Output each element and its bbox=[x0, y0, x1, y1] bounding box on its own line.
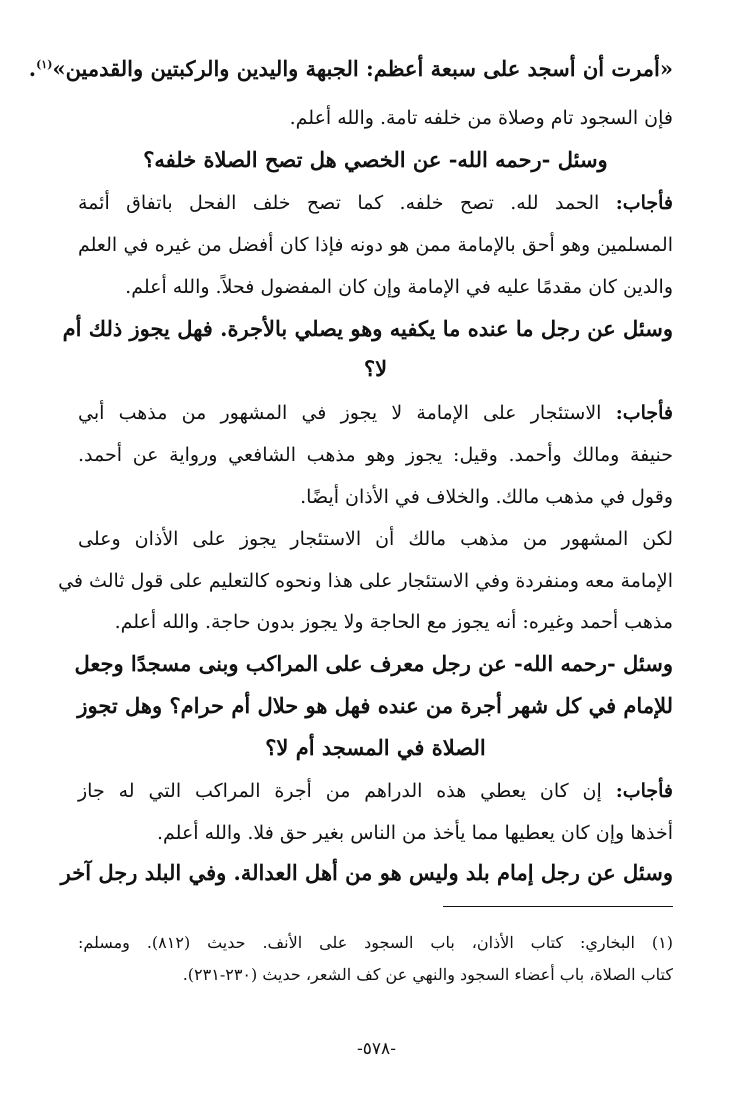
text-line: الإمامة معه ومنفردة وفي الاستئجار على هذا ونحوه كالتعليم على قول ثالث في bbox=[58, 570, 673, 592]
question-heading: الصلاة في المسجد أم لا؟ bbox=[265, 735, 486, 760]
answer-line: فأجاب: الحمد لله. تصح خلفه. كما تصح خلف الفحل باتفاق أئمة bbox=[78, 192, 673, 214]
text-line: فإن السجود تام وصلاة من خلفه تامة. والله أعلم. bbox=[289, 107, 673, 129]
hadith-line: «أمرت أن أسجد على سبعة أعظم: الجبهة واليدين والركبتين والقدمين»$^{(١)}$. bbox=[28, 56, 673, 81]
question-heading: وسئل -رحمه الله- عن رجل معرف على المراكب وبنى مسجدًا وجعل bbox=[74, 651, 673, 676]
footnote-separator bbox=[443, 906, 673, 907]
answer-lead: فأجاب: bbox=[615, 402, 673, 424]
text-line: لكن المشهور من مذهب مالك أن الاستئجار يجوز على الأذان وعلى bbox=[78, 528, 673, 550]
answer-line: فأجاب: الاستئجار على الإمامة لا يجوز في المشهور من مذهب أبي bbox=[78, 402, 673, 424]
page-number: -٥٧٨- bbox=[357, 1039, 396, 1059]
footnote-line: كتاب الصلاة، باب أعضاء السجود والنهي عن كف الشعر، حديث (٢٣٠-٢٣١). bbox=[182, 965, 673, 984]
text-line: مذهب أحمد وغيره: أنه يجوز مع الحاجة ولا يجوز بدون حاجة. والله أعلم. bbox=[114, 611, 673, 633]
text-line: وقول في مذهب مالك. والخلاف في الأذان أيضًا. bbox=[300, 486, 673, 508]
answer-lead: فأجاب: bbox=[615, 192, 673, 214]
text-line: والدين كان مقدمًا عليه في الإمامة وإن كان المفضول فحلاً. والله أعلم. bbox=[125, 276, 673, 298]
footnote-marker: (١) bbox=[36, 58, 53, 71]
question-heading: وسئل -رحمه الله- عن الخصي هل تصح الصلاة خلفه؟ bbox=[143, 147, 608, 172]
footnote-line: (١) البخاري: كتاب الأذان، باب السجود على الأنف. حديث (٨١٢). ومسلم: bbox=[78, 933, 673, 952]
text-line: أخذها وإن كان يعطيها مما يأخذ من الناس بغير حق فلا. والله أعلم. bbox=[157, 822, 673, 844]
text-line: المسلمين وهو أحق بالإمامة ممن هو دونه فإذا كان أفضل من غيره في العلم bbox=[78, 234, 673, 256]
question-heading: وسئل عن رجل ما عنده ما يكفيه وهو يصلي بالأجرة. فهل يجوز ذلك أم bbox=[62, 316, 673, 341]
question-heading: للإمام في كل شهر أجرة من عنده فهل هو حلال أم حرام؟ وهل تجوز bbox=[77, 693, 673, 718]
answer-line: فأجاب: إن كان يعطي هذه الدراهم من أجرة المراكب التي له جاز bbox=[78, 780, 673, 802]
question-heading: وسئل عن رجل إمام بلد وليس هو من أهل العدالة. وفي البلد رجل آخر bbox=[60, 860, 673, 885]
answer-lead: فأجاب: bbox=[615, 780, 673, 802]
text-line: حنيفة ومالك وأحمد. وقيل: يجوز وهو مذهب الشافعي ورواية عن أحمد. bbox=[78, 444, 673, 466]
question-heading: لا؟ bbox=[363, 356, 388, 381]
